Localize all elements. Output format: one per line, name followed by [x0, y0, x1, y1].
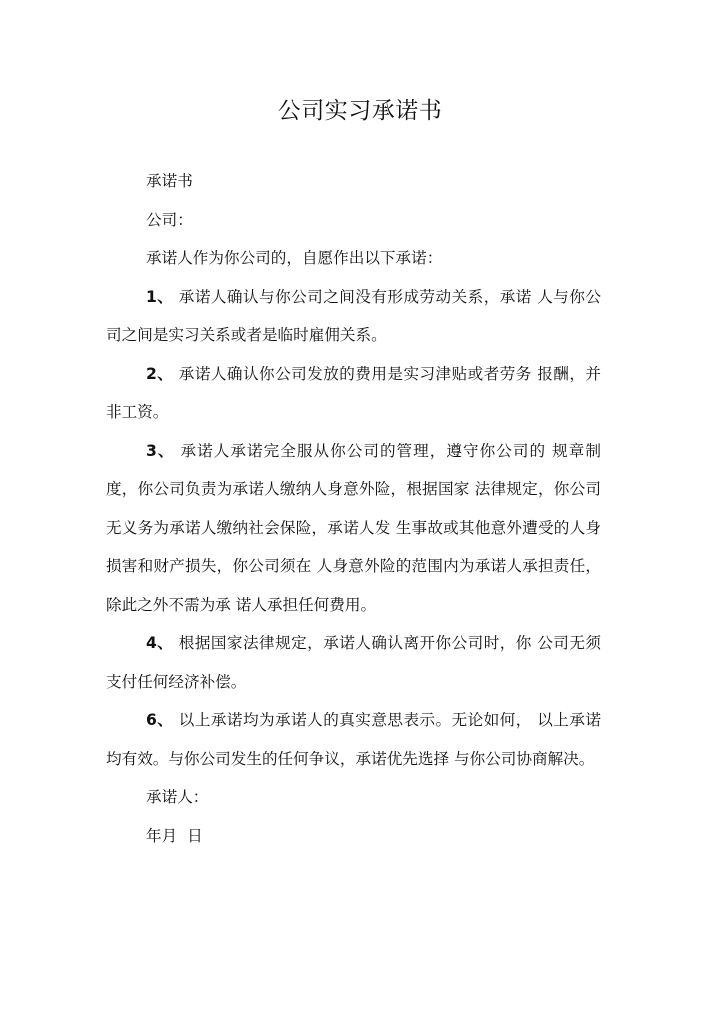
commitment-item-1	[106, 278, 601, 355]
item-number: 6、	[146, 711, 174, 729]
intro-paragraph: 承诺人作为你公司的，自愿作出以下承诺：	[146, 249, 443, 267]
date-label: 年月 日	[146, 826, 203, 845]
item-text: 承诺人承诺完全服从你公司的管理，遵守你公司的 规章制度，你公司负责为承诺人缴纳人身意外险，根据国家 法律规定，你公司无义务为承诺人缴纳社会保险，承诺人发 生事故或其他意外遭受的人身损害和财产损失，你公司须在 人身意外险的范围内为承诺人承担责任，除此之外不需为承 诺人承担任何费用。	[106, 441, 601, 614]
salutation: 公司：	[146, 210, 193, 229]
commitment-item-6	[106, 701, 601, 778]
commitment-item-4	[106, 624, 601, 701]
item-text: 根据国家法律规定，承诺人确认离开你公司时，你 公司无须支付任何经济补偿。	[106, 634, 601, 691]
item-text: 承诺人确认与你公司之间没有形成劳动关系，承诺 人与你公司之间是实习关系或者是临时雇佣关系。	[106, 287, 601, 344]
item-number: 4、	[146, 634, 174, 652]
item-text: 承诺人确认你公司发放的费用是实习津贴或者劳务 报酬，并非工资。	[106, 364, 601, 421]
signature-label: 承诺人：	[146, 788, 209, 806]
item-text: 以上承诺均为承诺人的真实意思表示。无论如何， 以上承诺均有效。与你公司发生的任何争议，承诺优先选择 与你公司协商解决。	[106, 711, 601, 768]
document-title: 公司实习承诺书	[277, 98, 443, 124]
item-number: 2、	[146, 364, 174, 383]
document-heading: 承诺书	[146, 172, 193, 190]
commitment-item-3	[106, 432, 601, 625]
commitment-item-2	[106, 355, 601, 432]
item-number: 1、	[146, 287, 174, 306]
document-body	[106, 162, 601, 855]
item-number: 3、	[146, 441, 175, 460]
